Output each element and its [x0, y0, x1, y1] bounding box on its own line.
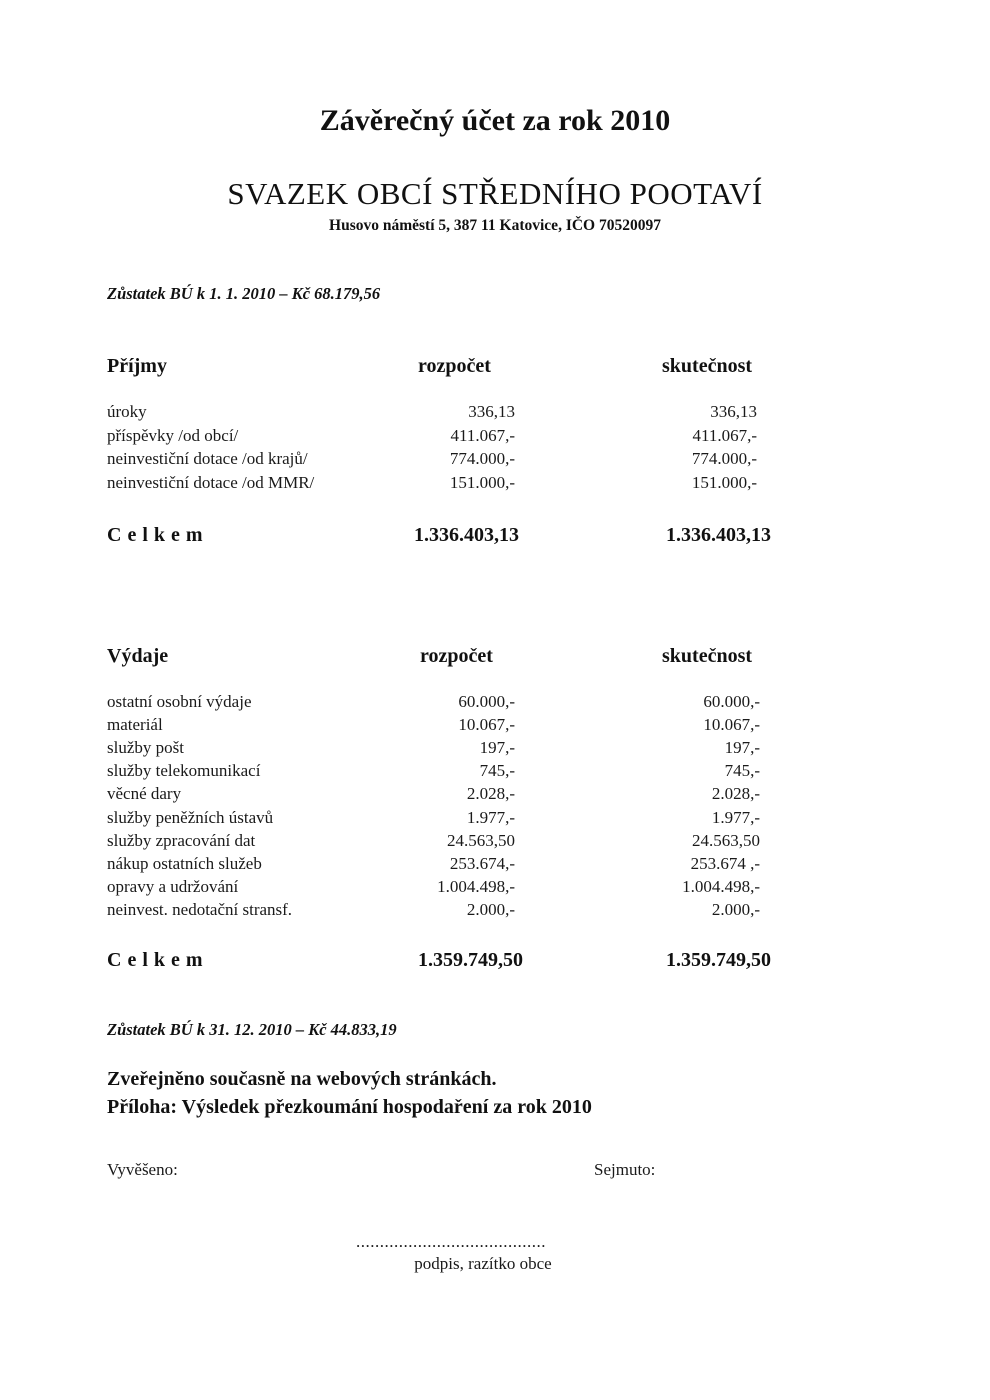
posted-label: Vyvěšeno: — [107, 1160, 178, 1179]
budget-value: 336,13 — [468, 402, 515, 421]
actual-value: 411.067,- — [692, 425, 757, 445]
actual-value: 197,- — [724, 738, 760, 758]
expenses-heading: Výdaje — [107, 645, 169, 667]
budget-value: 197,- — [479, 738, 515, 758]
budget-value: 774.000,- — [449, 449, 515, 468]
signature-caption: podpis, razítko obce — [414, 1254, 552, 1273]
budget-value: 2.000,- — [466, 899, 515, 919]
actual-value: 336,13 — [710, 402, 757, 421]
budget-value: 2.028,- — [466, 784, 515, 804]
signature-line: ........................................ — [356, 1232, 546, 1251]
row-label: služby telekomunikací — [107, 761, 261, 781]
expenses-total-actual: 1.359.749,50 — [666, 949, 771, 971]
row-label: příspěvky /od obcí/ — [107, 425, 239, 445]
row-label: služby pošt — [107, 738, 184, 758]
budget-value: 411.067,- — [450, 425, 515, 445]
expenses-total-budget: 1.359.749,50 — [418, 949, 523, 971]
expenses-budget-header: rozpočet — [420, 645, 493, 667]
income-total-label: Celkem — [107, 524, 209, 546]
expenses-actual-header: skutečnost — [662, 645, 753, 667]
row-label: neinvestiční dotace /od MMR/ — [107, 472, 315, 492]
actual-value: 1.977,- — [711, 807, 760, 827]
expenses-total-label: Celkem — [107, 949, 209, 971]
row-label: materiál — [107, 715, 163, 735]
row-label: úroky — [107, 402, 147, 421]
income-budget-header: rozpočet — [418, 355, 491, 377]
budget-value: 745,- — [479, 761, 515, 781]
budget-value: 60.000,- — [458, 692, 515, 711]
budget-value: 1.977,- — [466, 807, 515, 827]
actual-value: 253.674 ,- — [690, 853, 760, 873]
actual-value: 24.563,50 — [692, 830, 760, 850]
row-label: služby peněžních ústavů — [107, 807, 274, 827]
income-heading: Příjmy — [107, 355, 167, 377]
actual-value: 745,- — [724, 761, 760, 781]
actual-value: 2.028,- — [711, 784, 760, 804]
actual-value: 151.000,- — [691, 472, 757, 492]
removed-label: Sejmuto: — [594, 1160, 656, 1179]
organization-name: SVAZEK OBCÍ STŘEDNÍHO POOTAVÍ — [227, 176, 763, 211]
actual-value: 1.004.498,- — [682, 876, 760, 896]
attachment-note: Příloha: Výsledek přezkoumání hospodaření za rok 2010 — [107, 1096, 592, 1118]
actual-value: 774.000,- — [691, 449, 757, 468]
closing-balance: Zůstatek BÚ k 31. 12. 2010 – Kč 44.833,19 — [107, 1020, 397, 1039]
budget-value: 24.563,50 — [447, 830, 515, 850]
income-total-actual: 1.336.403,13 — [666, 524, 771, 546]
row-label: nákup ostatních služeb — [107, 853, 262, 873]
document-title: Závěrečný účet za rok 2010 — [319, 104, 671, 137]
row-label: opravy a udržování — [107, 876, 239, 896]
row-label: věcné dary — [107, 784, 182, 804]
budget-value: 151.000,- — [449, 472, 515, 492]
published-note: Zveřejněno současně na webových stránkách. — [107, 1068, 497, 1090]
row-label: neinvest. nedotační stransf. — [107, 899, 293, 919]
opening-balance: Zůstatek BÚ k 1. 1. 2010 – Kč 68.179,56 — [107, 284, 381, 303]
row-label: služby zpracování dat — [107, 830, 256, 850]
actual-value: 2.000,- — [711, 899, 760, 919]
organization-address: Husovo náměstí 5, 387 11 Katovice, IČO 70520097 — [329, 217, 661, 234]
row-label: neinvestiční dotace /od krajů/ — [107, 449, 308, 468]
budget-value: 10.067,- — [458, 715, 515, 735]
income-total-budget: 1.336.403,13 — [414, 524, 519, 546]
row-label: ostatní osobní výdaje — [107, 692, 252, 711]
budget-value: 253.674,- — [449, 853, 515, 873]
actual-value: 60.000,- — [703, 692, 760, 711]
budget-value: 1.004.498,- — [437, 876, 515, 896]
income-actual-header: skutečnost — [662, 355, 753, 377]
actual-value: 10.067,- — [703, 715, 760, 735]
